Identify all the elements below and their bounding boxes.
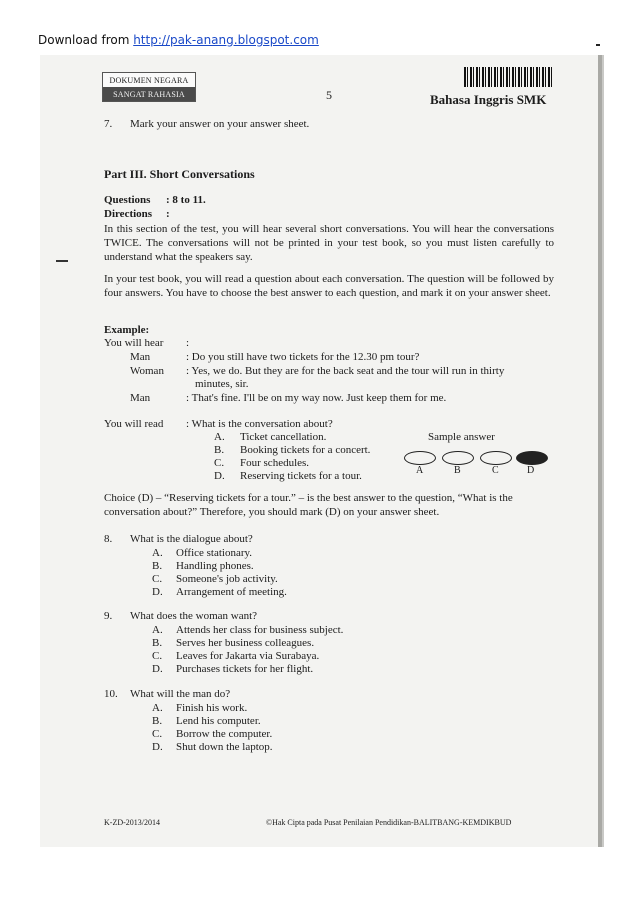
directions-paragraph-1: In this section of the test, you will hear several short conversations. You will hear the conversations TWICE. The conversations will not be printed in your test book, so you must listen carefully to understand what the speakers say. xyxy=(104,223,554,263)
speaker-3-text: : That's fine. I'll be on my way now. Just keep them for me. xyxy=(186,392,447,404)
example-option-letter: B. xyxy=(214,444,225,456)
option-text: Borrow the computer. xyxy=(176,728,273,740)
download-prefix: Download from xyxy=(38,33,134,47)
classification-stamp xyxy=(102,72,196,102)
bubble-label: B xyxy=(454,465,461,476)
option-text: Serves her business colleagues. xyxy=(176,637,315,649)
directions-paragraph-2: In your test book, you will read a question about each conversation. The question will be followed by four answers. You have to choose the best answer to each question, and mark it on your answer sheet. xyxy=(104,273,554,299)
footer-copyright: ©Hak Cipta pada Pusat Penilaian Pendidikan-BALITBANG-KEMDIKBUD xyxy=(266,818,512,827)
choice-explanation-2: conversation about?” Therefore, you should mark (D) on your answer sheet. xyxy=(104,506,440,518)
download-link[interactable]: http://pak-anang.blogspot.com xyxy=(133,33,319,47)
example-option-text: Reserving tickets for a tour. xyxy=(240,470,362,482)
scan-edge xyxy=(598,55,602,847)
download-header xyxy=(38,33,319,47)
example-option-text: Booking tickets for a concert. xyxy=(240,444,371,456)
option-letter: C. xyxy=(152,573,163,585)
sample-answer-label: Sample answer xyxy=(428,431,495,443)
question-text: What will the man do? xyxy=(130,688,231,700)
question-text: What does the woman want? xyxy=(130,610,258,622)
directions-colon: : xyxy=(166,208,170,220)
example-option-letter: C. xyxy=(214,457,225,469)
example-option-letter: D. xyxy=(214,470,225,482)
option-text: Leaves for Jakarta via Surabaya. xyxy=(176,650,320,662)
item-7-text: Mark your answer on your answer sheet. xyxy=(130,118,310,130)
option-letter: A. xyxy=(152,547,163,559)
speaker-1-text: : Do you still have two tickets for the 12.30 pm tour? xyxy=(186,351,420,363)
option-letter: A. xyxy=(152,624,163,636)
part-title: Part III. Short Conversations xyxy=(104,167,255,181)
speaker-3: Man xyxy=(130,392,151,404)
answer-bubble-a xyxy=(404,451,436,465)
bubble-label: C xyxy=(492,465,499,476)
directions-label: Directions xyxy=(104,208,153,220)
example-option-letter: A. xyxy=(214,431,225,443)
read-label: You will read xyxy=(104,418,164,430)
option-letter: A. xyxy=(152,702,163,714)
question-number: 10. xyxy=(104,688,118,700)
speaker-1: Man xyxy=(130,351,151,363)
option-text: Finish his work. xyxy=(176,702,248,714)
option-text: Attends her class for business subject. xyxy=(176,624,344,636)
option-text: Purchases tickets for her flight. xyxy=(176,663,314,675)
bubble-label: D xyxy=(527,465,535,476)
option-letter: B. xyxy=(152,715,163,727)
page-number: 5 xyxy=(326,88,332,102)
example-label: Example: xyxy=(104,324,150,336)
barcode-icon xyxy=(464,67,552,87)
question-number: 9. xyxy=(104,610,113,622)
subject-title: Bahasa Inggris SMK xyxy=(430,92,547,107)
option-text: Shut down the laptop. xyxy=(176,741,273,753)
answer-bubble-d xyxy=(516,451,548,465)
question-number: 8. xyxy=(104,533,113,545)
option-text: Handling phones. xyxy=(176,560,254,572)
speaker-2-text-cont: minutes, sir. xyxy=(195,378,249,390)
read-question: : What is the conversation about? xyxy=(186,418,333,430)
option-letter: D. xyxy=(152,663,163,675)
speaker-2-text: : Yes, we do. But they are for the back seat and the tour will run in thirty xyxy=(186,365,505,377)
option-text: Office stationary. xyxy=(176,547,253,559)
option-text: Arrangement of meeting. xyxy=(176,586,287,598)
option-letter: C. xyxy=(152,728,163,740)
option-letter: B. xyxy=(152,560,163,572)
answer-bubble-c xyxy=(480,451,512,465)
choice-explanation-1: Choice (D) – “Reserving tickets for a tour.” – is the best answer to the question, “What is the xyxy=(104,492,513,504)
stamp-line-2: SANGAT RAHASIA xyxy=(103,87,195,101)
speaker-2: Woman xyxy=(130,365,164,377)
example-option-text: Ticket cancellation. xyxy=(240,431,327,443)
option-text: Someone's job activity. xyxy=(176,573,278,585)
option-letter: C. xyxy=(152,650,163,662)
option-letter: D. xyxy=(152,741,163,753)
answer-bubble-b xyxy=(442,451,474,465)
margin-tick xyxy=(56,260,68,262)
hear-colon: : xyxy=(186,337,190,349)
option-text: Lend his computer. xyxy=(176,715,261,727)
item-7-number: 7. xyxy=(104,118,113,130)
questions-range: : 8 to 11. xyxy=(166,194,206,206)
stamp-line-1: DOKUMEN NEGARA xyxy=(109,76,189,85)
hear-label: You will hear xyxy=(104,337,164,349)
example-option-text: Four schedules. xyxy=(240,457,310,469)
option-letter: B. xyxy=(152,637,163,649)
corner-mark xyxy=(596,44,600,46)
option-letter: D. xyxy=(152,586,163,598)
footer-code: K-ZD-2013/2014 xyxy=(104,818,160,827)
bubble-label: A xyxy=(416,465,424,476)
question-text: What is the dialogue about? xyxy=(130,533,253,545)
questions-label: Questions xyxy=(104,194,151,206)
